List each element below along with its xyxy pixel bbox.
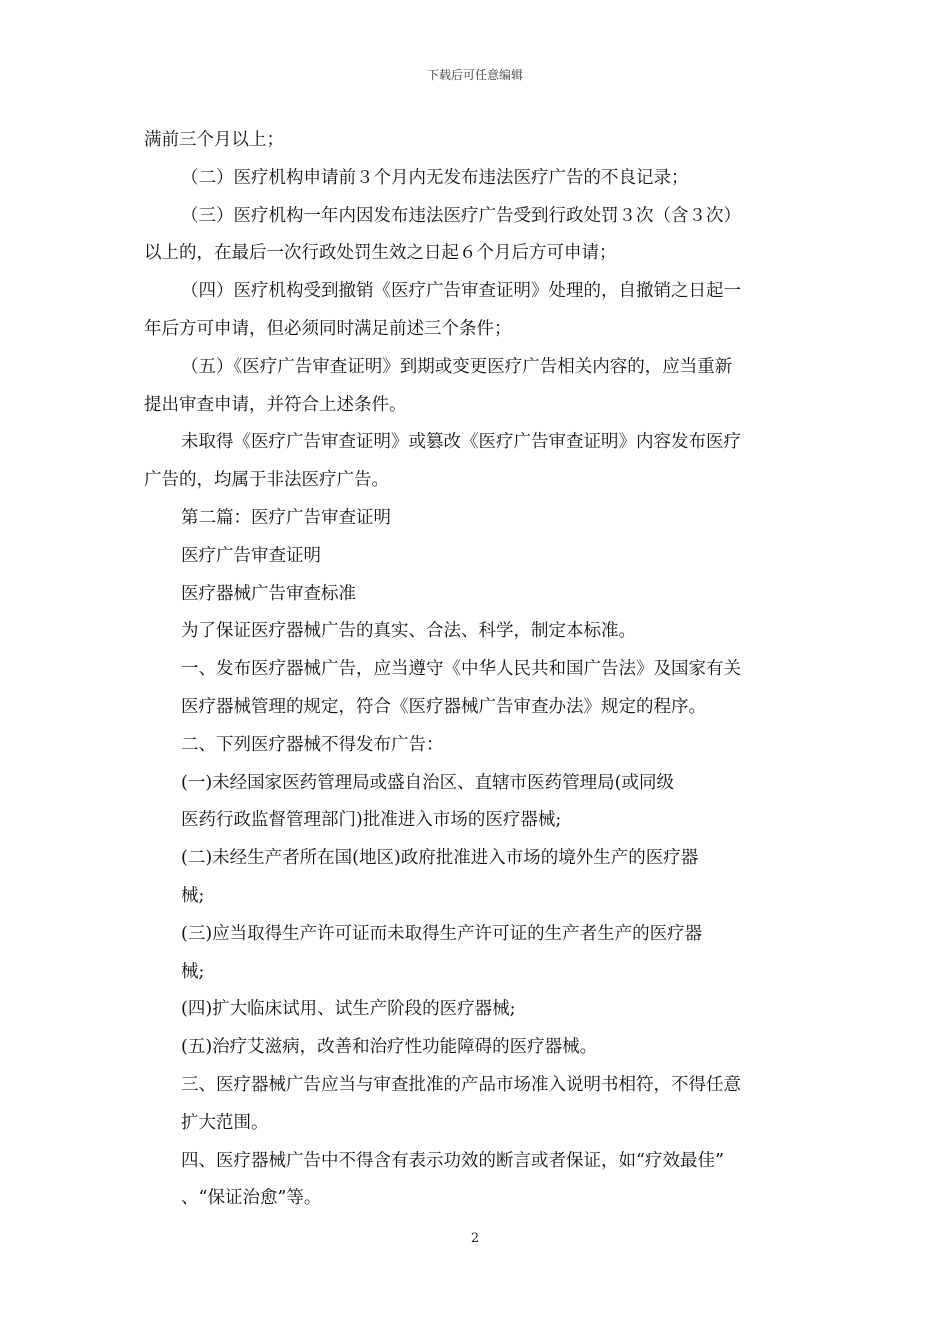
paragraph-line: 为了保证医疗器械广告的真实、合法、科学，制定本标准。 [181, 621, 636, 642]
list-item-line: (四)扩大临床试用、试生产阶段的医疗器械; [181, 999, 516, 1020]
paragraph-line: 未取得《医疗广告审查证明》或篡改《医疗广告审查证明》内容发布医疗 [181, 432, 741, 453]
list-item-line: 械; [181, 961, 205, 982]
page-number: 2 [470, 1231, 480, 1246]
section-subtitle: 医疗器械广告审查标准 [181, 583, 356, 604]
paragraph-line: 三、医疗器械广告应当与审查批准的产品市场准入说明书相符，不得任意 [181, 1074, 741, 1095]
paragraph-line: 满前三个月以上； [144, 130, 284, 150]
paragraph-line: 、“保证治愈”等。 [181, 1188, 322, 1209]
list-item-line: 械; [181, 885, 205, 906]
list-item-line: (二)未经生产者所在国(地区)政府批准进入市场的境外生产的医疗器 [181, 848, 699, 869]
paragraph-line: 扩大范围。 [181, 1112, 269, 1133]
paragraph-line: 以上的，在最后一次行政处罚生效之日起６个月后方可申请； [144, 243, 617, 264]
paragraph-line: 年后方可申请，但必须同时满足前述三个条件； [144, 318, 512, 339]
paragraph-line: （五）《医疗广告审查证明》到期或变更医疗广告相关内容的，应当重新 [181, 356, 733, 377]
paragraph-line: 一、发布医疗器械广告，应当遵守《中华人民共和国广告法》及国家有关 [181, 659, 741, 680]
section-title: 第二篇：医疗广告审查证明 [181, 507, 391, 528]
paragraph-line: 二、下列医疗器械不得发布广告： [181, 734, 444, 755]
list-item-line: (三)应当取得生产许可证而未取得生产许可证的生产者生产的医疗器 [181, 923, 703, 944]
list-item-line: 医药行政监督管理部门)批准进入市场的医疗器械; [181, 810, 562, 831]
page-header: 下载后可任意编辑 [426, 68, 523, 82]
section-subtitle: 医疗广告审查证明 [181, 545, 321, 566]
list-item-line: (一)未经国家医药管理局或盛自治区、直辖市医药管理局(或同级 [181, 772, 674, 793]
paragraph-line: 广告的，均属于非法医疗广告。 [144, 470, 389, 491]
paragraph-line: 医疗器械管理的规定，符合《医疗器械广告审查办法》规定的程序。 [181, 696, 706, 717]
paragraph-line: 四、医疗器械广告中不得含有表示功效的断言或者保证，如“疗效最佳” [181, 1150, 724, 1171]
list-item-line: (五)治疗艾滋病，改善和治疗性功能障碍的医疗器械。 [181, 1037, 598, 1058]
document-body [144, 122, 814, 1218]
paragraph-line: （三）医疗机构一年内因发布违法医疗广告受到行政处罚３次（含３次） [181, 205, 741, 226]
paragraph-line: （四）医疗机构受到撤销《医疗广告审查证明》处理的，自撤销之日起一 [181, 281, 741, 302]
paragraph-line: 提出审查申请，并符合上述条件。 [144, 394, 407, 415]
paragraph-line: （二）医疗机构申请前３个月内无发布违法医疗广告的不良记录； [181, 167, 689, 188]
